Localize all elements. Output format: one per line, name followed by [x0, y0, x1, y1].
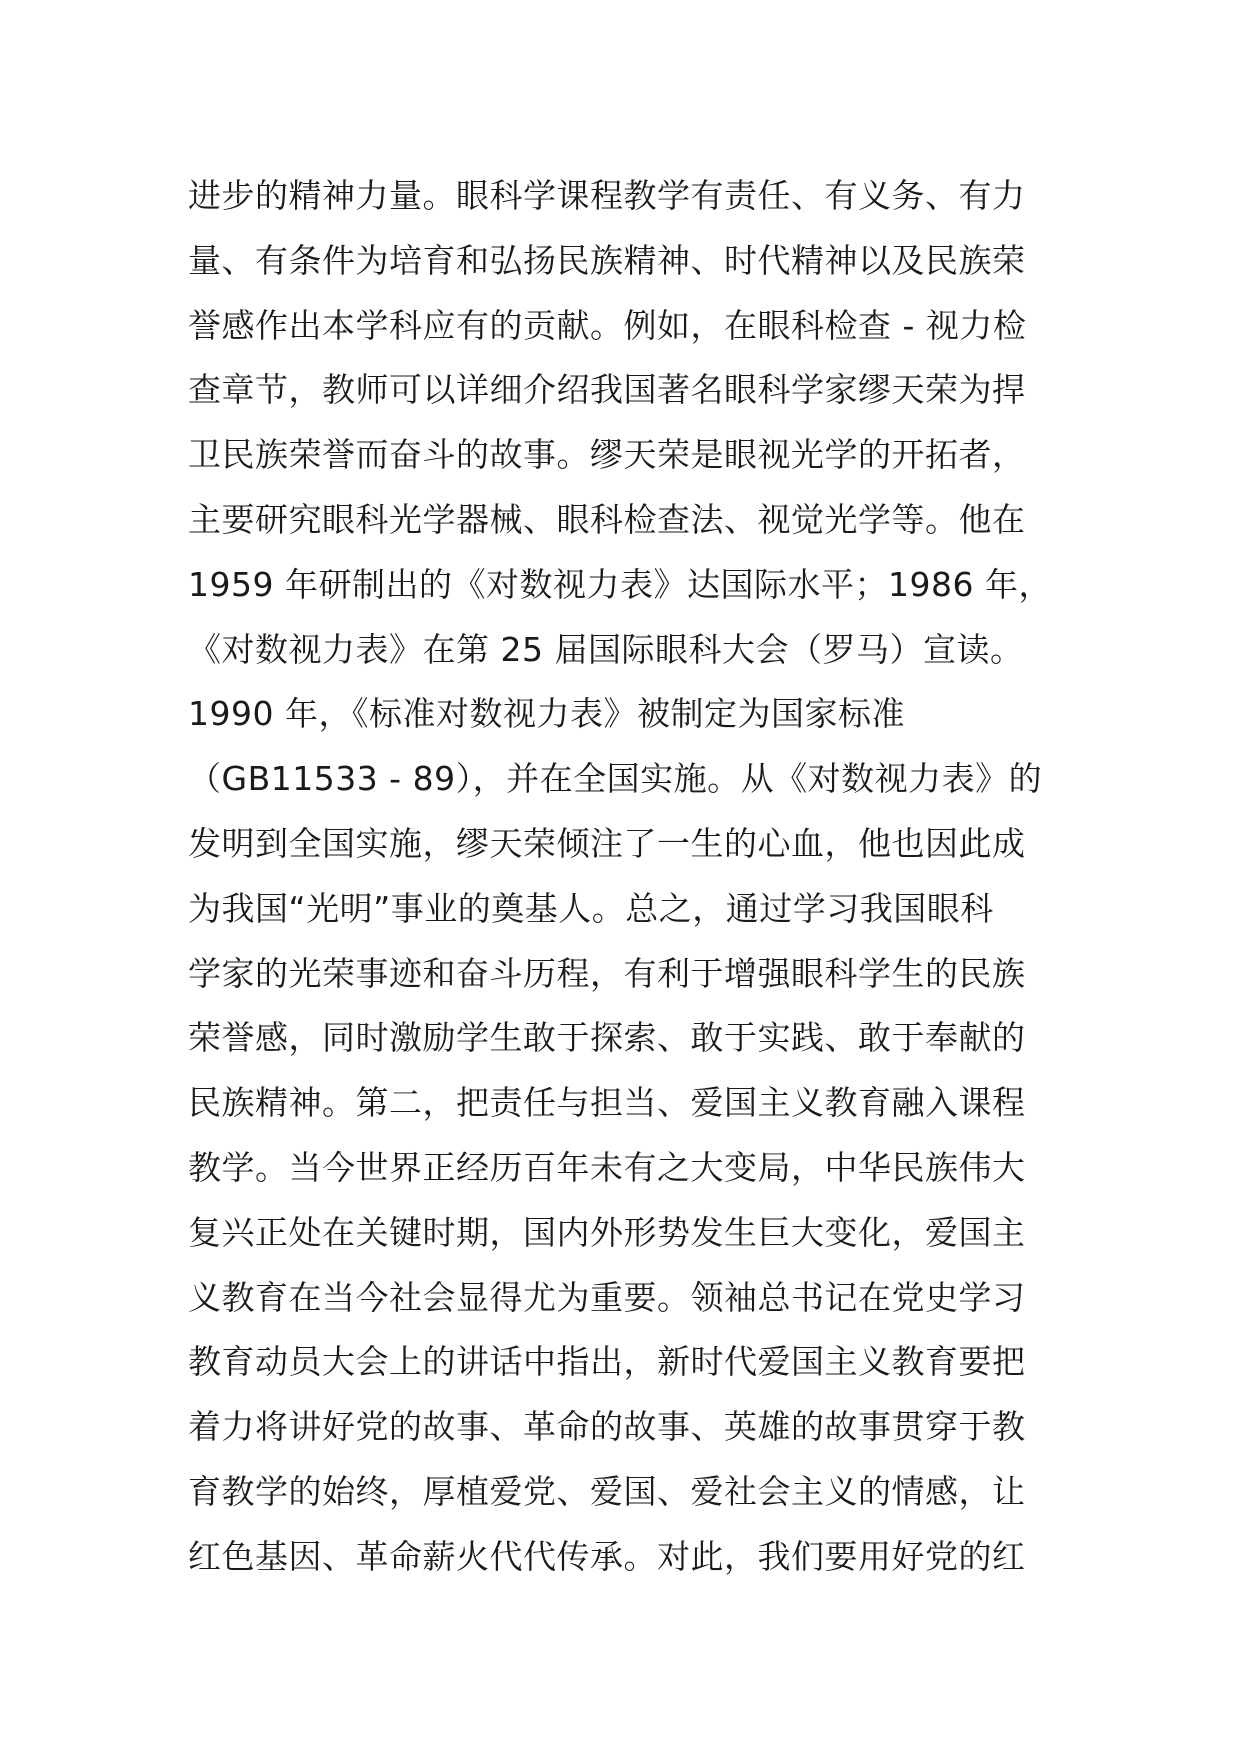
text-line: 进步的精神力量。眼科学课程教学有责任、有义务、有力: [188, 176, 1026, 215]
text-line: 量、有条件为培育和弘扬民族精神、时代精神以及民族荣: [188, 240, 1026, 280]
text-line: （GB11533 - 89），并在全国实施。从《对数视力表》的: [188, 759, 1043, 799]
body-text: [188, 164, 1088, 1590]
text-line: 教学。当今世界正经历百年未有之大变局，中华民族伟大: [188, 1147, 1026, 1187]
text-line: 发明到全国实施，缪天荣倾注了一生的心血，他也因此成: [188, 823, 1026, 863]
text-line: 义教育在当今社会显得尤为重要。领袖总书记在党史学习: [188, 1277, 1026, 1317]
text-line: 1990 年，《标准对数视力表》被制定为国家标准: [188, 694, 905, 734]
text-line: 誉感作出本学科应有的贡献。例如，在眼科检查 - 视力检: [188, 305, 1027, 345]
text-line: 主要研究眼科光学器械、眼科检查法、视觉光学等。他在: [188, 499, 1026, 539]
text-line: 学家的光荣事迹和奋斗历程，有利于增强眼科学生的民族: [188, 953, 1026, 993]
text-line: 1959 年研制出的《对数视力表》达国际水平；1986 年，: [188, 564, 1052, 604]
text-line: 复兴正处在关键时期，国内外形势发生巨大变化，爱国主: [188, 1212, 1026, 1252]
text-line: 查章节，教师可以详细介绍我国著名眼科学家缪天荣为捍: [188, 370, 1026, 410]
text-line: 育教学的始终，厚植爱党、爱国、爱社会主义的情感，让: [188, 1471, 1026, 1511]
text-line: 民族精神。第二，把责任与担当、爱国主义教育融入课程: [188, 1083, 1026, 1123]
text-line: 为我国“光明”事业的奠基人。总之，通过学习我国眼科: [188, 888, 994, 928]
text-line: 教育动员大会上的讲话中指出，新时代爱国主义教育要把: [188, 1342, 1026, 1382]
text-line: 《对数视力表》在第 25 届国际眼科大会（罗马）宣读。: [188, 629, 1024, 669]
text-line: 红色基因、革命薪火代代传承。对此，我们要用好党的红: [188, 1536, 1026, 1576]
text-line: 荣誉感，同时激励学生敢于探索、敢于实践、敢于奉献的: [188, 1018, 1026, 1058]
text-line: 卫民族荣誉而奋斗的故事。缪天荣是眼视光学的开拓者，: [188, 435, 1026, 475]
text-line: 着力将讲好党的故事、革命的故事、英雄的故事贯穿于教: [188, 1407, 1026, 1447]
